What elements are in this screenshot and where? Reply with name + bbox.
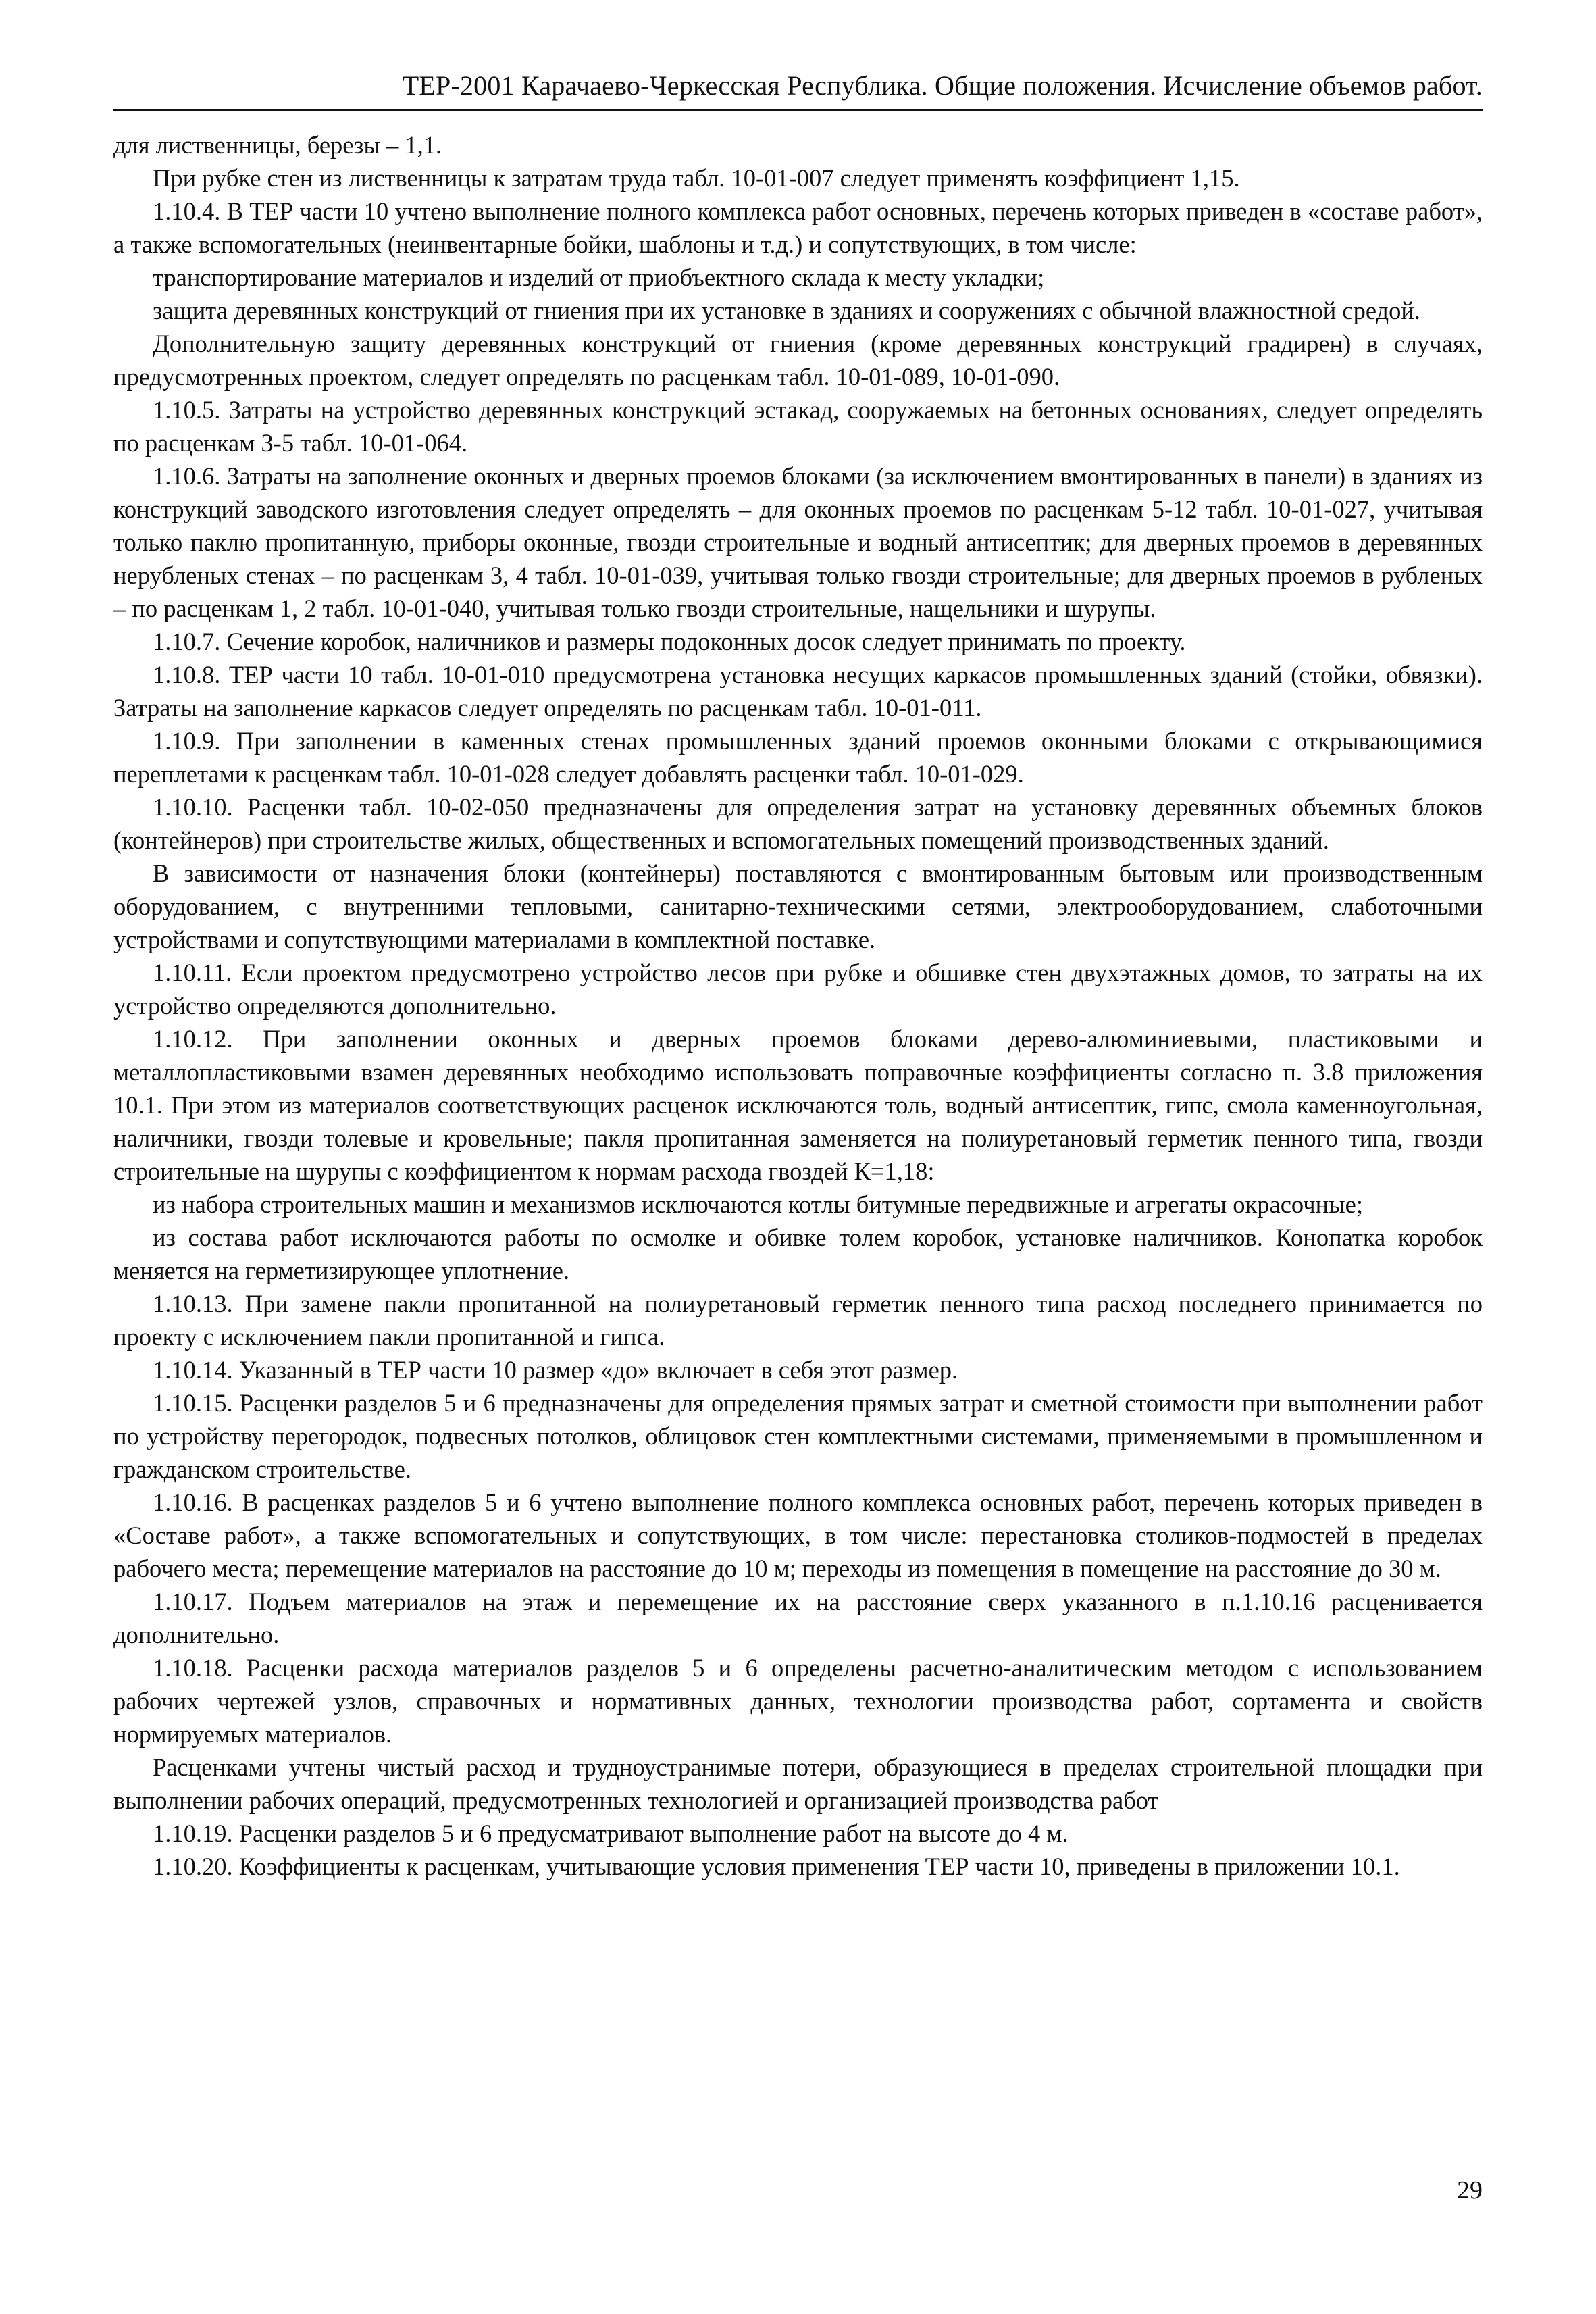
paragraph-19: 1.10.15. Расценки разделов 5 и 6 предназначены для определения прямых затрат и сметной стоимости при выполнении работ по устройству перегородок, подвесных потолков, облицовок стен комплектными системами, применяемыми в промышленном и гражданском строительстве. xyxy=(113,1389,1483,1483)
paragraph-13: 1.10.11. Если проектом предусмотрено устройство лесов при рубке и обшивке стен двухэтажных домов, то затраты на их устройство определяются дополнительно. xyxy=(113,959,1483,1020)
paragraph-23: Расценками учтены чистый расход и трудноустранимые потери, образующиеся в пределах строительной площадки при выполнении рабочих операций, предусмотренных технологией и организацией производства работ xyxy=(113,1753,1483,1814)
paragraph-15: из набора строительных машин и механизмов исключаются котлы битумные передвижные и агрегаты окрасочные; xyxy=(153,1190,1363,1218)
paragraph-22: 1.10.18. Расценки расхода материалов разделов 5 и 6 определены расчетно-аналитическим методом с использованием рабочих чертежей узлов, справочных и нормативных данных, технологии производства работ, сортамента и свойств нормируемых материалов. xyxy=(113,1654,1483,1748)
page-header xyxy=(113,62,1483,111)
paragraph-11: 1.10.10. Расценки табл. 10-02-050 предназначены для определения затрат на установку деревянных объемных блоков (контейнеров) при строительстве жилых, общественных и вспомогательных помещений производственных зданий. xyxy=(113,793,1483,854)
paragraph-16: из состава работ исключаются работы по осмолке и обивке толем коробок, установке наличников. Конопатка коробок меняется на герметизирующее уплотнение. xyxy=(113,1224,1483,1284)
paragraph-14: 1.10.12. При заполнении оконных и дверных проемов блоками дерево-алюминиевыми, пластиковыми и металлопластиковыми взамен деревянных необходимо использовать поправочные коэффициенты согласно п. 3.8 приложения 10.1. При этом из материалов соответствующих расценок исключаются толь, водный антисептик, гипс, смола каменноугольная, наличники, гвозди толевые и кровельные; пакля пропитанная заменяется на полиуретановый герметик пенного типа, гвозди строительные на шурупы с коэффициентом к нормам расхода гвоздей К=1,18: xyxy=(113,1025,1483,1185)
paragraph-1: При рубке стен из лиственницы к затратам труда табл. 10-01-007 следует применять коэффициент 1,15. xyxy=(153,164,1240,192)
paragraph-0: для лиственницы, березы – 1,1. xyxy=(113,131,442,159)
document-body xyxy=(113,128,1483,1883)
paragraph-9: 1.10.8. ТЕР части 10 табл. 10-01-010 предусмотрена установка несущих каркасов промышленных зданий (стойки, обвязки). Затраты на заполнение каркасов следует определять по расценкам табл. 10-01-011. xyxy=(113,661,1483,722)
paragraph-17: 1.10.13. При замене пакли пропитанной на полиуретановый герметик пенного типа расход последнего принимается по проекту с исключением пакли пропитанной и гипса. xyxy=(113,1290,1483,1351)
header-title: ТЕР-2001 Карачаево-Черкесская Республика. Общие положения. Исчисление объемов работ. xyxy=(402,70,1483,101)
paragraph-21: 1.10.17. Подъем материалов на этаж и перемещение их на расстояние сверх указанного в п.1.10.16 расценивается дополнительно. xyxy=(113,1588,1483,1649)
paragraph-6: 1.10.5. Затраты на устройство деревянных конструкций эстакад, сооружаемых на бетонных основаниях, следует определять по расценкам 3-5 табл. 10-01-064. xyxy=(113,396,1483,457)
paragraph-20: 1.10.16. В расценках разделов 5 и 6 учтено выполнение полного комплекса основных работ, перечень которых приведен в «Составе работ», а также вспомогательных и сопутствующих, в том числе: перестановка столиков-подмостей в пределах рабочего места; перемещение материалов на расстояние до 10 м; переходы из помещения в помещение на расстояние до 30 м. xyxy=(113,1488,1483,1582)
paragraph-7: 1.10.6. Затраты на заполнение оконных и дверных проемов блоками (за исключением вмонтированных в панели) в зданиях из конструкций заводского изготовления следует определять – для оконных проемов по расценкам 5-12 табл. 10-01-027, учитывая только паклю пропитанную, приборы оконные, гвозди строительные и водный антисептик; для дверных проемов в деревянных нерубленых стенах – по расценкам 3, 4 табл. 10-01-039, учитывая только гвозди строительные; для дверных проемов в рубленых – по расценкам 1, 2 табл. 10-01-040, учитывая только гвозди строительные, нащельники и шурупы. xyxy=(113,462,1483,622)
paragraph-3: транспортирование материалов и изделий от приобъектного склада к месту укладки; xyxy=(153,263,1045,291)
paragraph-12: В зависимости от назначения блоки (контейнеры) поставляются с вмонтированным бытовым или производственным оборудованием, с внутренними тепловыми, санитарно-техническими сетями, электрооборудованием, слаботочными устройствами и сопутствующими материалами в комплектной поставке. xyxy=(113,859,1483,953)
paragraph-24: 1.10.19. Расценки разделов 5 и 6 предусматривают выполнение работ на высоте до 4 м. xyxy=(153,1819,1069,1847)
paragraph-5: Дополнительную защиту деревянных конструкций от гниения (кроме деревянных конструкций градирен) в случаях, предусмотренных проектом, следует определять по расценкам табл. 10-01-089, 10-01-090. xyxy=(113,330,1483,391)
paragraph-10: 1.10.9. При заполнении в каменных стенах промышленных зданий проемов оконными блоками с открывающимися переплетами к расценкам табл. 10-01-028 следует добавлять расценки табл. 10-01-029. xyxy=(113,727,1483,788)
paragraph-8: 1.10.7. Сечение коробок, наличников и размеры подоконных досок следует принимать по проекту. xyxy=(153,628,1186,655)
paragraph-4: защита деревянных конструкций от гниения при их установке в зданиях и сооружениях с обычной влажностной средой. xyxy=(153,297,1421,324)
page-footer xyxy=(1457,2175,1483,2205)
paragraph-2: 1.10.4. В ТЕР части 10 учтено выполнение полного комплекса работ основных, перечень которых приведен в «составе работ», а также вспомогательных (неинвентарные бойки, шаблоны и т.д.) и сопутствующих, в том числе: xyxy=(113,197,1483,258)
paragraph-25: 1.10.20. Коэффициенты к расценкам, учитывающие условия применения ТЕР части 10, приведены в приложении 10.1. xyxy=(153,1853,1400,1880)
paragraph-18: 1.10.14. Указанный в ТЕР части 10 размер «до» включает в себя этот размер. xyxy=(153,1356,958,1384)
page-number: 29 xyxy=(1457,2176,1483,2205)
